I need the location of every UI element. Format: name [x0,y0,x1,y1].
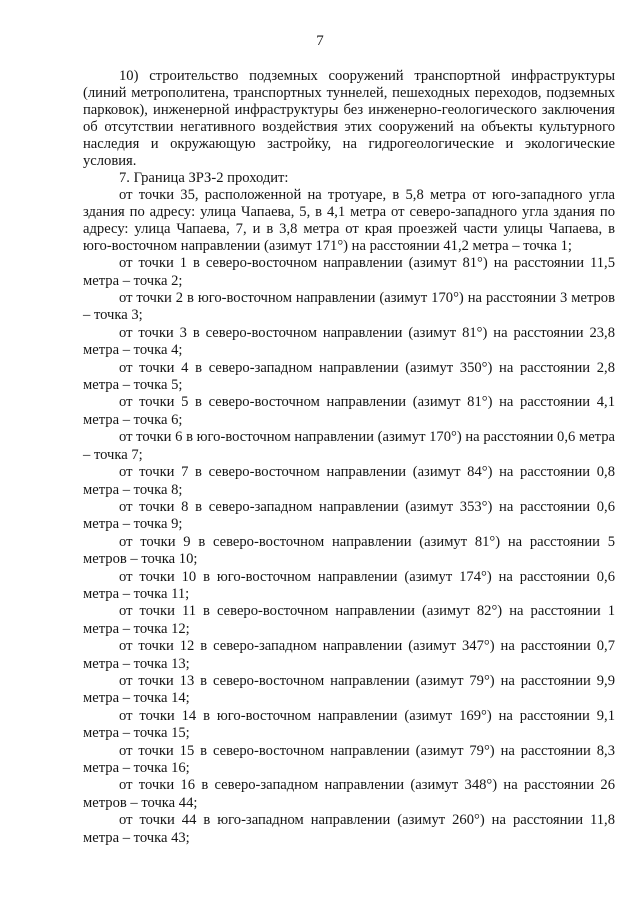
route-segment: от точки 12 в северо-западном направлении (азимут 347°) на расстоянии 0,7 метра – точка 13; [83,638,615,672]
route-segment: от точки 7 в северо-восточном направлении (азимут 84°) на расстоянии 0,8 метра – точка 8; [83,464,615,498]
route-segment: от точки 6 в юго-восточном направлении (азимут 170°) на расстоянии 0,6 метра – точка 7; [83,429,615,463]
route-segment: от точки 13 в северо-восточном направлении (азимут 79°) на расстоянии 9,9 метра – точка 14; [83,672,615,707]
route-segment: от точки 44 в юго-западном направлении (азимут 260°) на расстоянии 11,8 метра – точка 43; [83,812,615,846]
boundary-route-list [83,255,615,847]
route-segment: от точки 16 в северо-западном направлении (азимут 348°) на расстоянии 26 метров – точка 44; [83,777,615,811]
route-segment: от точки 8 в северо-западном направлении (азимут 353°) на расстоянии 0,6 метра – точка 9; [83,498,615,533]
route-segment: от точки 3 в северо-восточном направлении (азимут 81°) на расстоянии 23,8 метра – точка 4; [83,324,615,359]
route-segment: от точки 10 в юго-восточном направлении (азимут 174°) на расстоянии 0,6 метра – точка 11; [83,568,615,602]
document-body [83,68,615,847]
page-number: 7 [316,33,324,49]
boundary-heading: 7. Граница ЗРЗ-2 проходит: [119,170,289,186]
route-segment: от точки 15 в северо-восточном направлении (азимут 79°) на расстоянии 8,3 метра – точка 16; [83,742,615,777]
route-segment: от точки 2 в юго-восточном направлении (азимут 170°) на расстоянии 3 метров – точка 3; [83,290,615,324]
restriction-item-10: 10) строительство подземных сооружений транспортной инфраструктуры (линий метрополитена, транспортных туннелей, пешеходных переходов, подземных парковок), инженерной инфраструктуры без инженерно-геологического заключения об отсутствии негативного воздействия этих сооружений на объекты культурного наследия и окружающую застройку, на гидрогеологические и экологические условия. [83,68,615,169]
route-segment: от точки 1 в северо-восточном направлении (азимут 81°) на расстоянии 11,5 метра – точка 2; [83,255,615,289]
route-segment: от точки 14 в юго-восточном направлении (азимут 169°) на расстоянии 9,1 метра – точка 15; [83,707,615,742]
route-segment: от точки 5 в северо-восточном направлении (азимут 81°) на расстоянии 4,1 метра – точка 6; [83,394,615,428]
route-segment: от точки 9 в северо-восточном направлении (азимут 81°) на расстоянии 5 метров – точка 10; [83,533,615,568]
route-segment: от точки 11 в северо-восточном направлении (азимут 82°) на расстоянии 1 метра – точка 12; [83,603,615,637]
boundary-start-point: от точки 35, расположенной на тротуаре, в 5,8 метра от юго-западного угла здания по адресу: улица Чапаева, 5, в 4,1 метра от северо-западного угла здания по адресу: улица Чапаева, 7, и в 3,8 метра от края проезжей части улицы Чапаева, в юго-восточном направлении (азимут 171°) на расстоянии 41,2 метра – точка 1; [83,187,615,255]
route-segment: от точки 4 в северо-западном направлении (азимут 350°) на расстоянии 2,8 метра – точка 5; [83,359,615,394]
